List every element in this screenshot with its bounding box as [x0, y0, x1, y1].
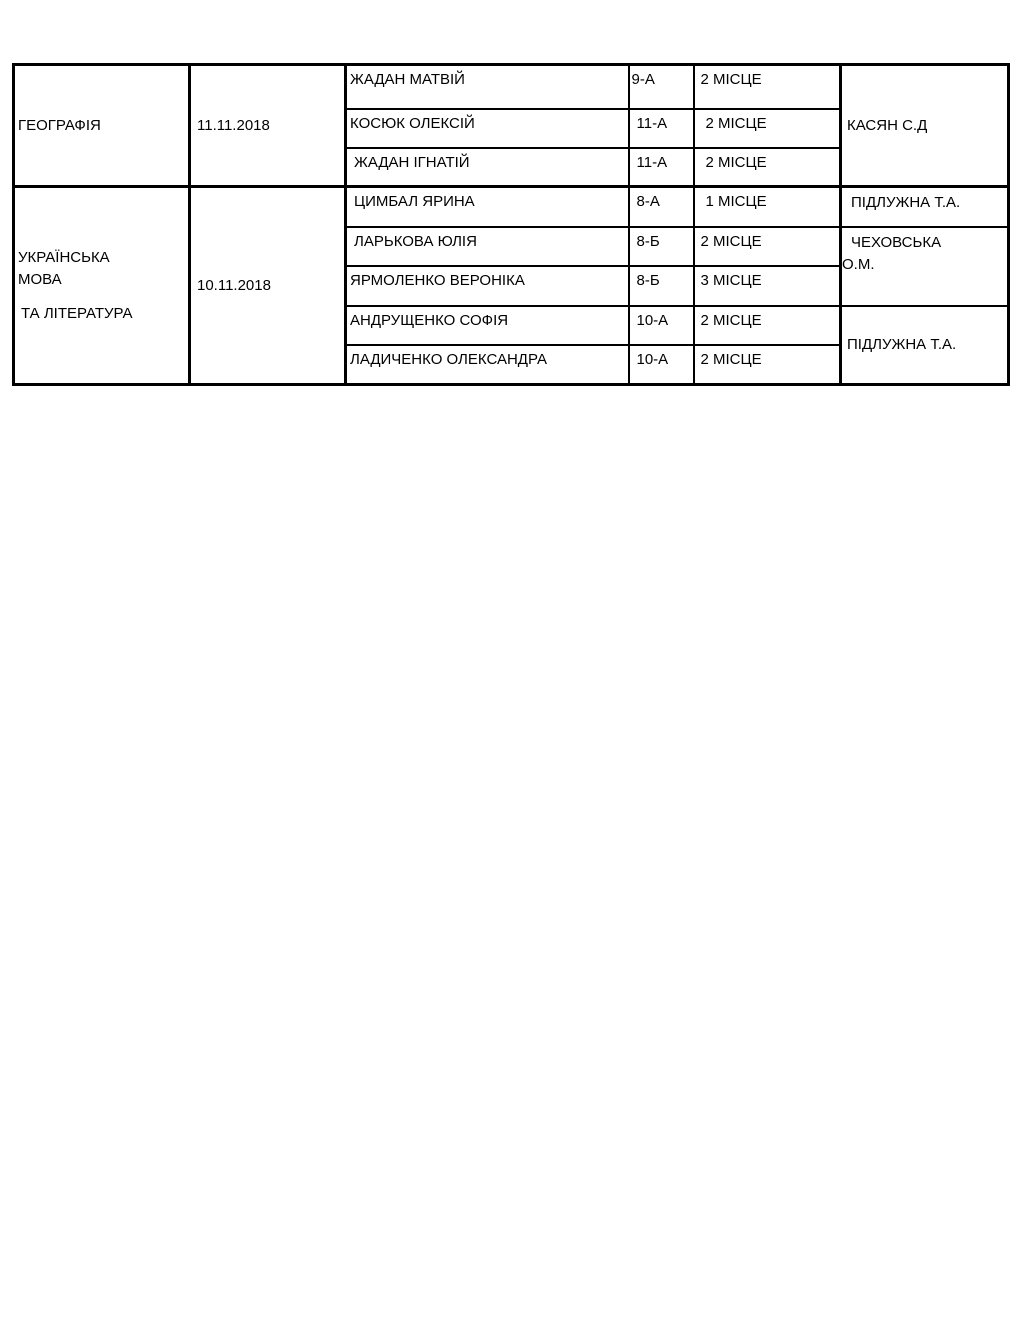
- teacher-cell: [841, 227, 1009, 306]
- date-cell: [190, 65, 346, 187]
- student-class: 8-Б: [629, 227, 694, 266]
- student-place: 2 МІСЦЕ: [694, 227, 841, 266]
- student-place: 2 МІСЦЕ: [694, 148, 841, 187]
- student-place: 2 МІСЦЕ: [694, 109, 841, 148]
- table-row: [14, 187, 1009, 227]
- student-class: 10-А: [629, 306, 694, 345]
- subject-name: ГЕОГРАФІЯ: [18, 116, 101, 134]
- teacher-name: ПІДЛУЖНА Т.А.: [847, 335, 957, 353]
- student-place: 2 МІСЦЕ: [694, 306, 841, 345]
- teacher-name: ПІДЛУЖНА Т.А.: [851, 194, 961, 211]
- table-row: [14, 65, 1009, 109]
- student-name: ЖАДАН МАТВІЙ: [346, 65, 629, 109]
- teacher-cell: [841, 306, 1009, 385]
- subject-line: УКРАЇНСЬКА: [18, 248, 110, 266]
- olympiad-date: 11.11.2018: [197, 116, 270, 134]
- teacher-name: КАСЯН С.Д: [847, 116, 928, 134]
- subject-line: ТА ЛІТЕРАТУРА: [21, 304, 133, 322]
- student-place: 1 МІСЦЕ: [694, 187, 841, 227]
- student-name: ЦИМБАЛ ЯРИНА: [346, 187, 629, 227]
- student-name: ЛАДИЧЕНКО ОЛЕКСАНДРА: [346, 345, 629, 385]
- student-class: 11-А: [629, 148, 694, 187]
- teacher-cell: [841, 65, 1009, 187]
- teacher-name: ЧЕХОВСЬКА: [851, 233, 942, 251]
- subject-cell: [14, 65, 190, 187]
- student-class: 9-А: [629, 65, 694, 109]
- date-cell: [190, 187, 346, 385]
- olympiad-date: 10.11.2018: [197, 276, 271, 294]
- student-name: ЖАДАН ІГНАТІЙ: [346, 148, 629, 187]
- student-place: 2 МІСЦЕ: [694, 65, 841, 109]
- results-table: [12, 63, 1010, 386]
- student-place: 2 МІСЦЕ: [694, 345, 841, 385]
- student-class: 8-Б: [629, 266, 694, 306]
- student-name: АНДРУЩЕНКО СОФІЯ: [346, 306, 629, 345]
- student-name: КОСЮК ОЛЕКСІЙ: [346, 109, 629, 148]
- student-name: ЛАРЬКОВА ЮЛІЯ: [346, 227, 629, 266]
- student-name: ЯРМОЛЕНКО ВЕРОНІКА: [346, 266, 629, 306]
- student-place: 3 МІСЦЕ: [694, 266, 841, 306]
- student-class: 8-А: [629, 187, 694, 227]
- subject-line: МОВА: [18, 270, 62, 288]
- teacher-cell: [841, 187, 1009, 227]
- student-class: 11-А: [629, 109, 694, 148]
- subject-cell: [14, 187, 190, 385]
- student-class: 10-А: [629, 345, 694, 385]
- teacher-name: О.М.: [842, 255, 875, 273]
